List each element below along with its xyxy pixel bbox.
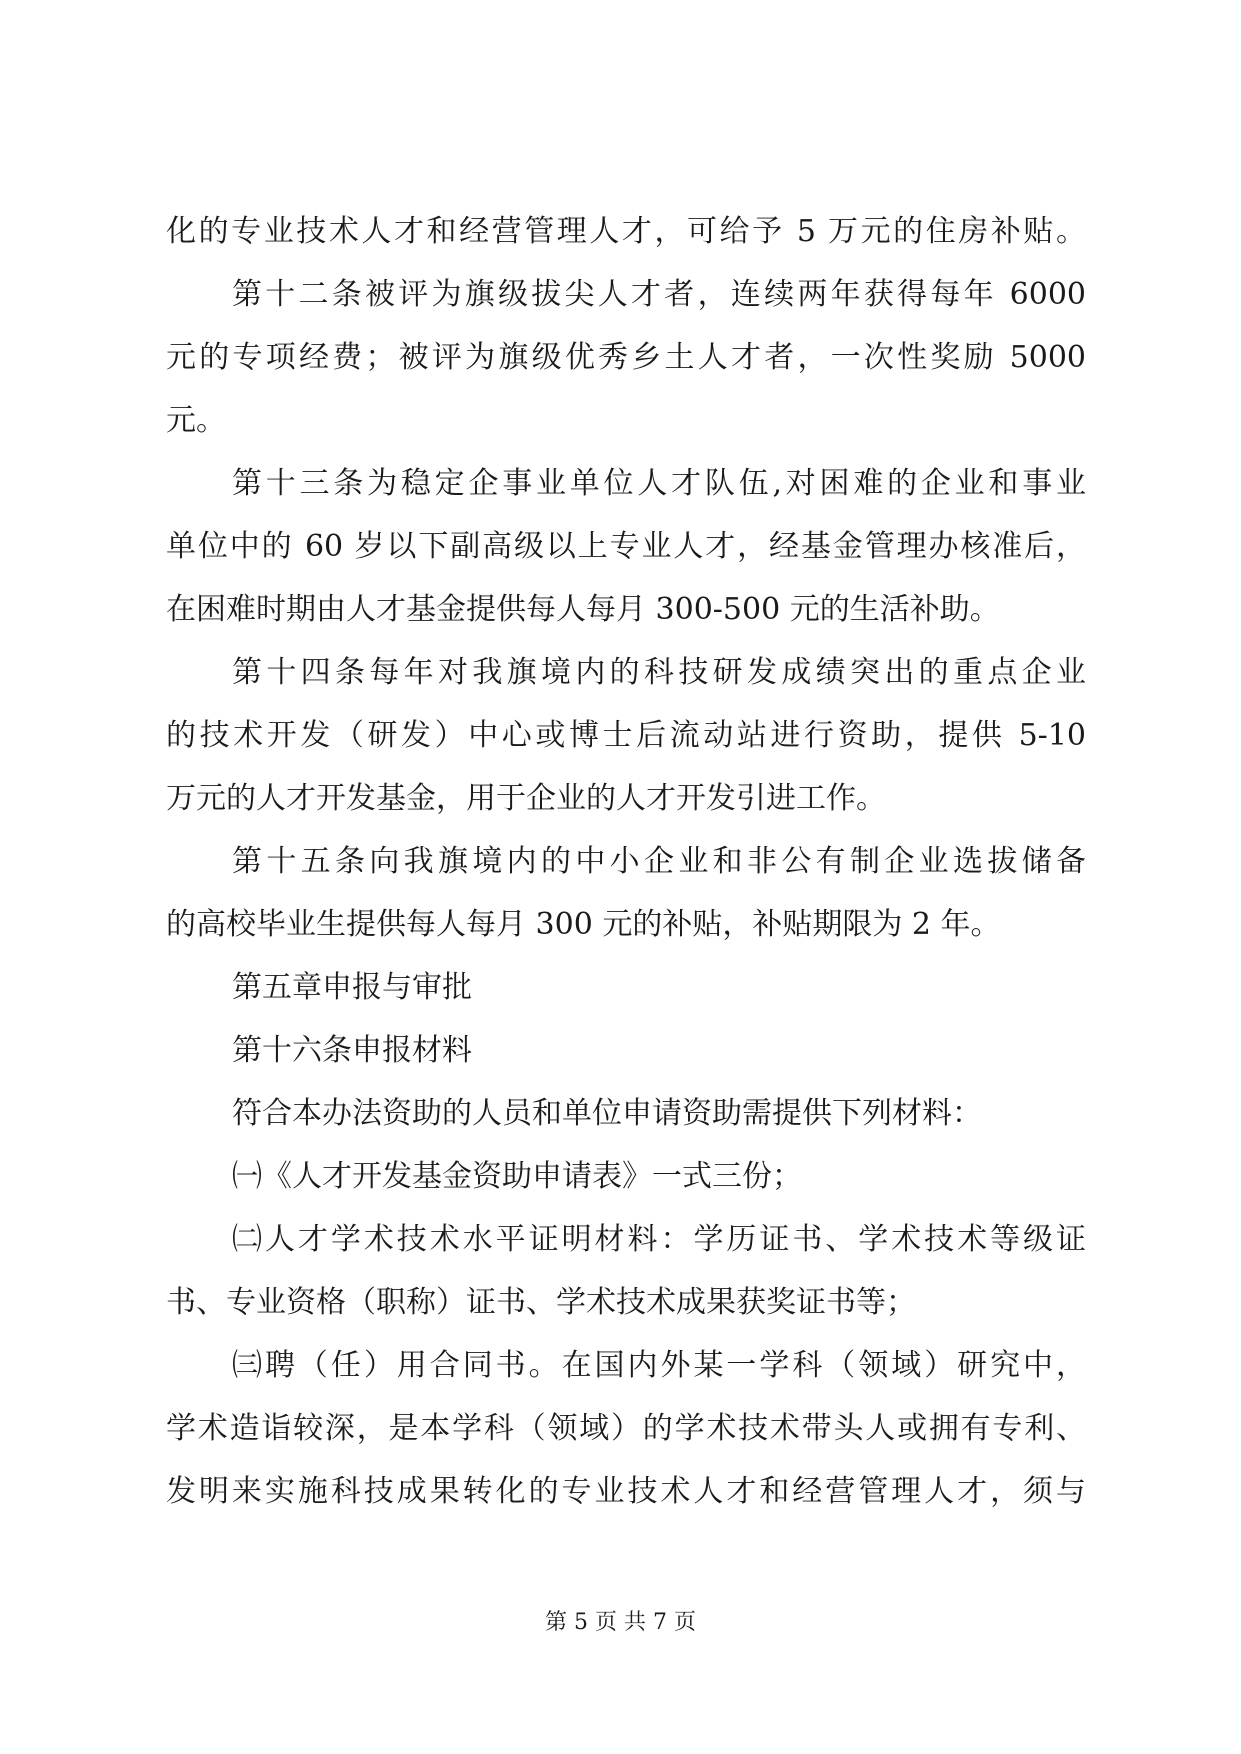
text-line: 第十五条向我旗境内的中小企业和非公有制企业选拔储备 <box>232 844 1086 879</box>
text-line: 在困难时期由人才基金提供每人每月 300-500 元的生活补助。 <box>166 592 1000 627</box>
text-line: 第十四条每年对我旗境内的科技研发成绩突出的重点企业 <box>232 655 1086 690</box>
text-line: 元。 <box>166 403 226 438</box>
text-line: 符合本办法资助的人员和单位申请资助需提供下列材料： <box>232 1096 982 1131</box>
text-line: 书、专业资格（职称）证书、学术技术成果获奖证书等； <box>166 1285 916 1320</box>
text-line: 的高校毕业生提供每人每月 300 元的补贴，补贴期限为 2 年。 <box>166 907 1001 942</box>
text-line: 的技术开发（研发）中心或博士后流动站进行资助，提供 5-10 <box>166 718 1086 753</box>
text-line: 第十二条被评为旗级拔尖人才者，连续两年获得每年 6000 <box>232 277 1086 312</box>
text-line: 万元的人才开发基金，用于企业的人才开发引进工作。 <box>166 781 886 816</box>
text-line: 化的专业技术人才和经营管理人才，可给予 5 万元的住房补贴。 <box>166 214 1086 249</box>
text-line: 发明来实施科技成果转化的专业技术人才和经营管理人才，须与 <box>166 1474 1086 1509</box>
text-line: 第十三条为稳定企事业单位人才队伍,对困难的企业和事业 <box>232 466 1086 501</box>
document-body <box>166 200 1086 1523</box>
chapter-heading: 第五章申报与审批 <box>232 970 472 1005</box>
article-heading: 第十六条申报材料 <box>232 1033 472 1068</box>
page-number-footer: 第 5 页 共 7 页 <box>545 1610 696 1635</box>
list-item: ㈡人才学术技术水平证明材料：学历证书、学术技术等级证 <box>232 1222 1086 1257</box>
list-item: ㈠《人才开发基金资助申请表》一式三份； <box>232 1159 802 1194</box>
list-item: ㈢聘（任）用合同书。在国内外某一学科（领域）研究中， <box>232 1348 1086 1383</box>
text-line: 学术造诣较深，是本学科（领域）的学术技术带头人或拥有专利、 <box>166 1411 1086 1446</box>
text-line: 单位中的 60 岁以下副高级以上专业人才，经基金管理办核准后， <box>166 529 1086 564</box>
text-line: 元的专项经费；被评为旗级优秀乡土人才者，一次性奖励 5000 <box>166 340 1086 375</box>
